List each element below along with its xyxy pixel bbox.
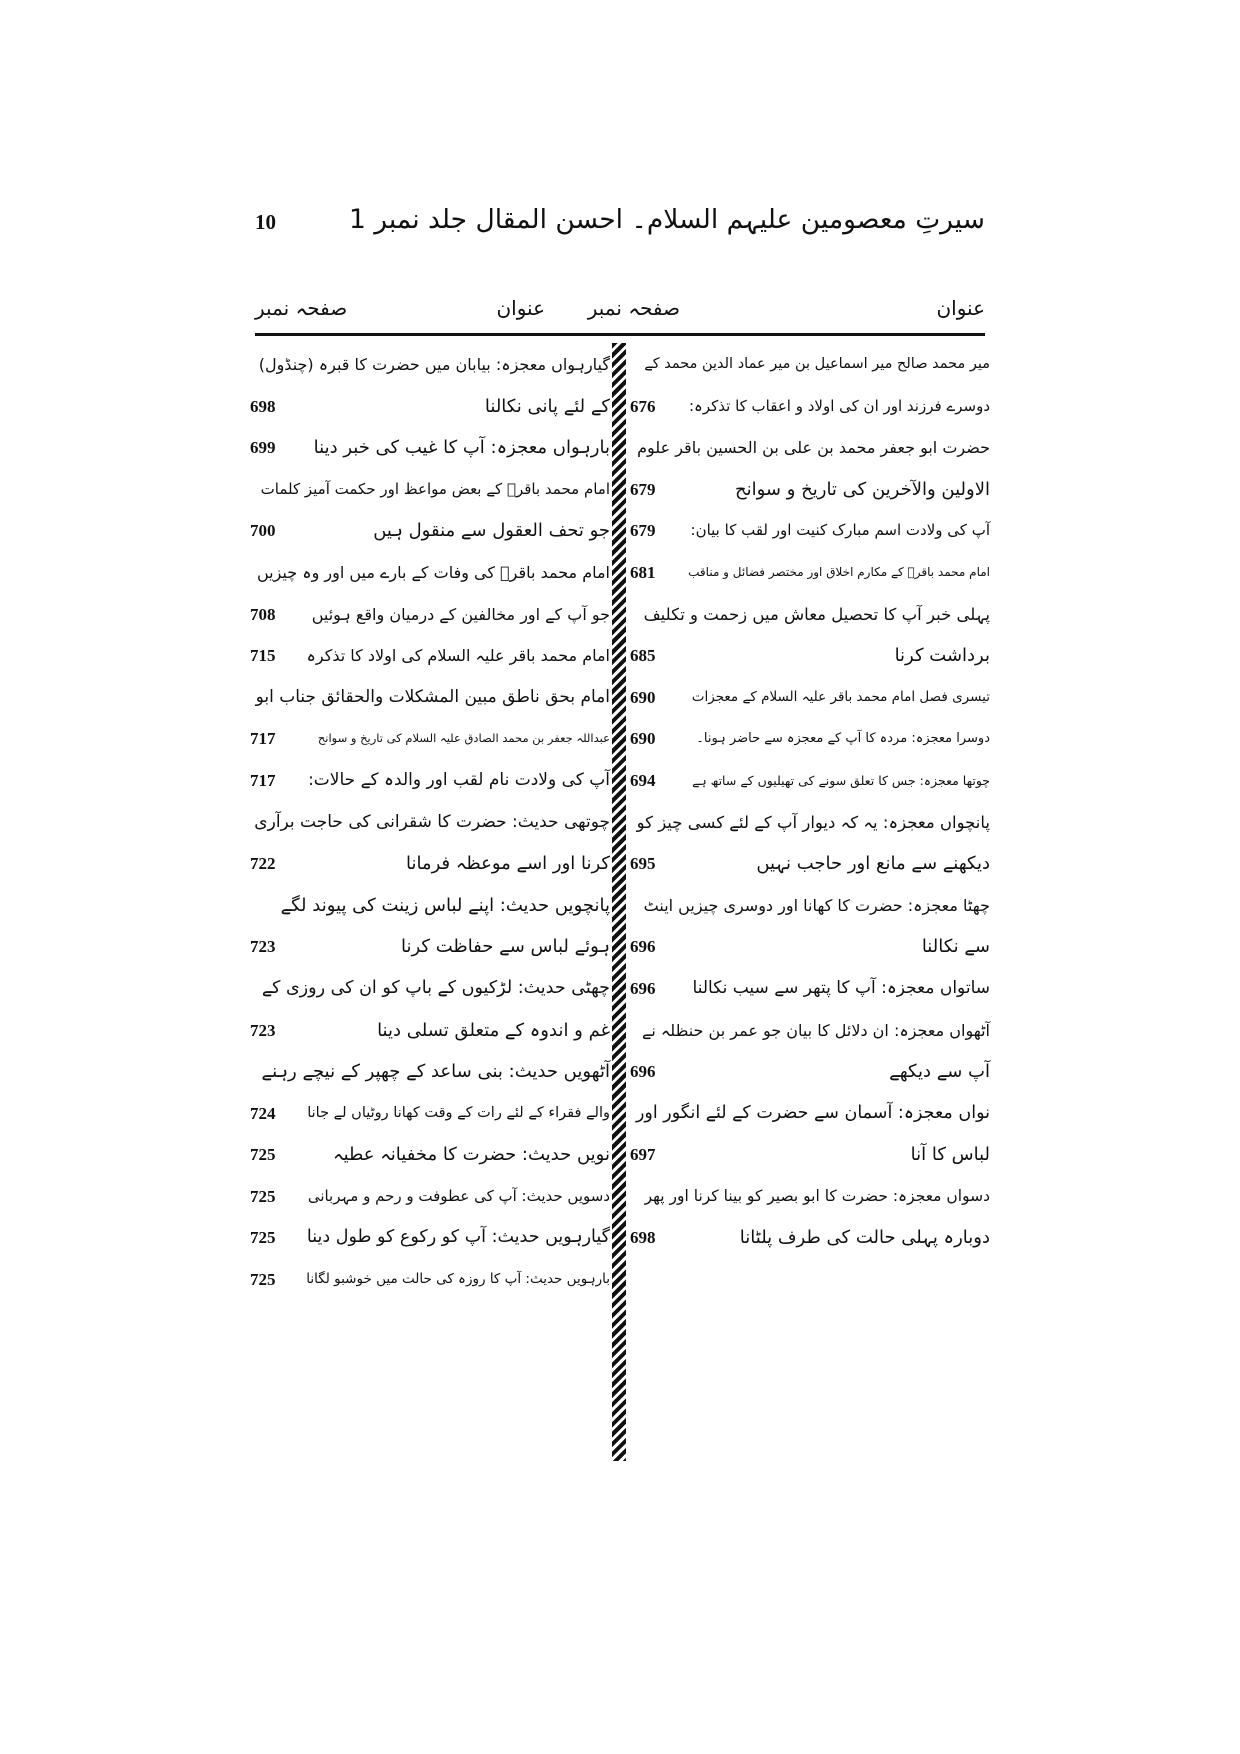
toc-entry-title: پانچواں معجزہ: یہ کہ دیوار آپ کے لئے کسی چیز کو [636,812,990,832]
toc-entry-page: 725 [250,1145,276,1165]
toc-entry [250,552,610,594]
column-headers [255,288,985,332]
toc-entry [250,843,610,885]
toc-entry-page: 690 [630,729,656,749]
left-col-page-heading: صفحہ نمبر [255,296,348,320]
toc-entry-title: لباس کا آنا [910,1144,990,1166]
toc-entry-title: دوسرا معجزہ: مردہ کا آپ کے معجزہ سے حاضر ہونا۔ [696,731,990,747]
toc-entry-title: نویں حدیث: حضرت کا مخفیانہ عطیہ [333,1144,610,1166]
toc-entry-title: امام محمد باقر علیہ السلام کی اولاد کا تذکرہ [306,646,610,666]
column-divider [612,343,626,1461]
toc-entry [630,552,990,594]
toc-entry-page: 700 [250,521,276,541]
toc-entry-page: 696 [630,1062,656,1082]
toc-entry-title: پہلی خبر آپ کا تحصیل معاش میں زحمت و تکلیف [643,604,990,624]
book-title: سیرتِ معصومین علیہم السلام۔ احسن المقال جلد نمبر 1 [348,204,985,235]
toc-entry-page: 685 [630,646,656,666]
toc-entry-page: 699 [250,438,276,458]
toc-entry-title: دسواں معجزہ: حضرت کا ابو بصیر کو بینا کرنا اور پھر [644,1186,990,1205]
toc-entry [630,594,990,636]
toc-entry-page: 725 [250,1270,276,1290]
toc-entry-title: تیسری فصل امام محمد باقر علیہ السلام کے معجزات [691,688,990,705]
toc-entry-title: غم و اندوہ کے متعلق تسلی دینا [377,1019,610,1041]
toc-entry-title: والے فقراء کے لئے رات کے وقت کھانا روٹیاں لے جانا [307,1104,610,1121]
toc-entry [630,926,990,968]
toc-entry [630,344,990,386]
toc-entry-title: میر محمد صالح میر اسماعیل بن میر عماد الدین محمد کے [644,356,990,372]
header-rule [255,333,985,336]
toc-entry [250,885,610,927]
right-col-title-heading: عنوان [936,296,985,320]
toc-entry [630,635,990,677]
toc-entry-title: چوتھی حدیث: حضرت کا شقرانی کی حاجت برآری [254,811,610,832]
toc-entry-title: دوبارہ پہلی حالت کی طرف پلٹانا [739,1227,990,1249]
toc-entry-page: 681 [630,562,656,582]
toc-entry-page: 679 [630,521,656,541]
page-header [255,200,985,250]
toc-entry [250,1176,610,1218]
toc-entry [630,802,990,844]
toc-entry [630,427,990,469]
toc-entry-title: چھٹی حدیث: لڑکیوں کے باپ کو ان کی روزی کے [261,977,610,998]
toc-entry [630,1217,990,1259]
toc-entry [250,386,610,428]
toc-entry-page: 717 [250,770,276,790]
toc-entry [250,1134,610,1176]
toc-entry [630,968,990,1010]
toc-entry [250,802,610,844]
toc-entry [630,718,990,760]
toc-entry [630,760,990,802]
page-number: 10 [255,210,276,234]
toc-entry-title: جو تحف العقول سے منقول ہیں [373,520,610,542]
toc-entry [250,427,610,469]
toc-entry [250,594,610,636]
toc-entry [630,386,990,428]
toc-left-column [250,344,610,1301]
toc-entry-page: 694 [630,770,656,790]
toc-entry [250,344,610,386]
toc-entry-title: آٹھواں معجزہ: ان دلائل کا بیان جو عمر بن حنظلہ نے [642,1020,990,1040]
toc-entry-title: دسویں حدیث: آپ کی عطوفت و رحم و مہربانی [307,1186,610,1205]
toc-entry-page: 695 [630,854,656,874]
left-col-title-heading: عنوان [496,296,545,320]
toc-entry [250,1051,610,1093]
toc-entry-page: 679 [630,479,656,499]
toc-entry-title: گیارہواں معجزہ: بیابان میں حضرت کا قبرہ (چنڈول) [258,355,610,374]
toc-entry [250,510,610,552]
toc-entry [630,510,990,552]
toc-entry-title: پانچویں حدیث: اپنے لباس زینت کی پیوند لگے [280,894,610,916]
toc-entry-page: 723 [250,1020,276,1040]
toc-entry-title: جو آپ کے اور مخالفین کے درمیان واقع ہوئیں [311,604,610,624]
toc-entry [630,469,990,511]
toc-entry-page: 723 [250,937,276,957]
toc-entry [630,1134,990,1176]
toc-entry-page: 722 [250,854,276,874]
toc-entry-page: 696 [630,937,656,957]
toc-entry-title: آپ کی ولادت نام لقب اور والدہ کے حالات: [308,769,610,790]
toc-entry-page: 725 [250,1228,276,1248]
toc-entry-title: آپ سے دیکھے [889,1061,990,1083]
toc-entry [250,469,610,511]
toc-entry-title: امام بحق ناطق مبین المشکلات والحقائق جناب ابو [255,686,610,707]
toc-entry-title: الاولین والآخرین کی تاریخ و سوانح [734,478,990,500]
toc-entry-page: 696 [630,978,656,998]
toc-entry-title: چھٹا معجزہ: حضرت کا کھانا اور دوسری چیزیں اینٹ [643,895,990,915]
toc-entry [630,1010,990,1052]
toc-entry-page: 676 [630,396,656,416]
toc-entry-title: نواں معجزہ: آسمان سے حضرت کے لئے انگور اور [635,1102,990,1123]
toc-entry-title: بارہواں معجزہ: آپ کا غیب کی خبر دینا [313,437,610,459]
toc-entry-title: امام محمد باقرؑ کے مکارم اخلاق اور مختصر فضائل و مناقب [688,564,990,579]
toc-entry-title: آٹھویں حدیث: بنی ساعد کے چھپر کے نیچے رہنے [261,1061,610,1083]
toc-entry-title: کے لئے پانی نکالنا [484,395,610,417]
toc-entry-page: 725 [250,1186,276,1206]
toc-entry-title: دیکھنے سے مانع اور حاجب نہیں [756,853,990,875]
right-col-page-heading: صفحہ نمبر [587,296,680,320]
toc-entry-title: چوتھا معجزہ: جس کا تعلق سونے کی تھیلیوں کے ساتھ ہے [692,772,990,788]
toc-entry-title: گیارہویں حدیث: آپ کو رکوع کو طول دینا [306,1227,610,1248]
toc-entry-title: عبداللہ جعفر بن محمد الصادق علیہ السلام کی تاریخ و سوانح [317,731,610,746]
toc-entry-title: دوسرے فرزند اور ان کی اولاد و اعقاب کا تذکرہ: [689,396,990,415]
toc-entry [250,677,610,719]
toc-entry-title: ساتواں معجزہ: آپ کا پتھر سے سیب نکالنا [692,977,990,998]
toc-entry [630,843,990,885]
toc-entry [250,718,610,760]
toc-entry-title: آپ کی ولادت اسم مبارک کنیت اور لقب کا بیان: [690,521,990,540]
toc-entry-title: امام محمد باقرؑ کی وفات کے بارے میں اور وہ چیزیں [256,562,610,582]
toc-entry-title: کرنا اور اسے موعظہ فرمانا [405,853,610,875]
toc-entry-title: ہوئے لباس سے حفاظت کرنا [400,936,610,958]
toc-entry-page: 698 [250,396,276,416]
toc-entry-page: 697 [630,1145,656,1165]
toc-entry-page: 708 [250,604,276,624]
toc-entry [250,1217,610,1259]
toc-right-column [630,344,990,1259]
toc-entry-title: حضرت ابو جعفر محمد بن علی بن الحسین باقر علوم [637,438,990,458]
toc-entry-page: 715 [250,646,276,666]
toc-entry-page: 690 [630,687,656,707]
toc-entry [630,885,990,927]
toc-entry [630,1093,990,1135]
toc-entry [250,1259,610,1301]
toc-entry-title: سے نکالنا [921,936,990,958]
toc-entry-title: بارہویں حدیث: آپ کا روزہ کی حالت میں خوشبو لگانا [306,1271,610,1288]
toc-entry [250,968,610,1010]
toc-entry [250,635,610,677]
toc-entry [630,677,990,719]
toc-entry [250,1010,610,1052]
toc-entry [250,760,610,802]
toc-entry [250,1093,610,1135]
toc-entry [630,1051,990,1093]
toc-entry-page: 724 [250,1103,276,1123]
toc-entry-page: 698 [630,1228,656,1248]
toc-entry [250,926,610,968]
toc-entry-title: برداشت کرنا [894,645,990,667]
toc-entry [630,1176,990,1218]
toc-entry-page: 717 [250,729,276,749]
toc-entry-title: امام محمد باقرؑ کے بعض مواعظ اور حکمت آمیز کلمات [260,479,610,498]
